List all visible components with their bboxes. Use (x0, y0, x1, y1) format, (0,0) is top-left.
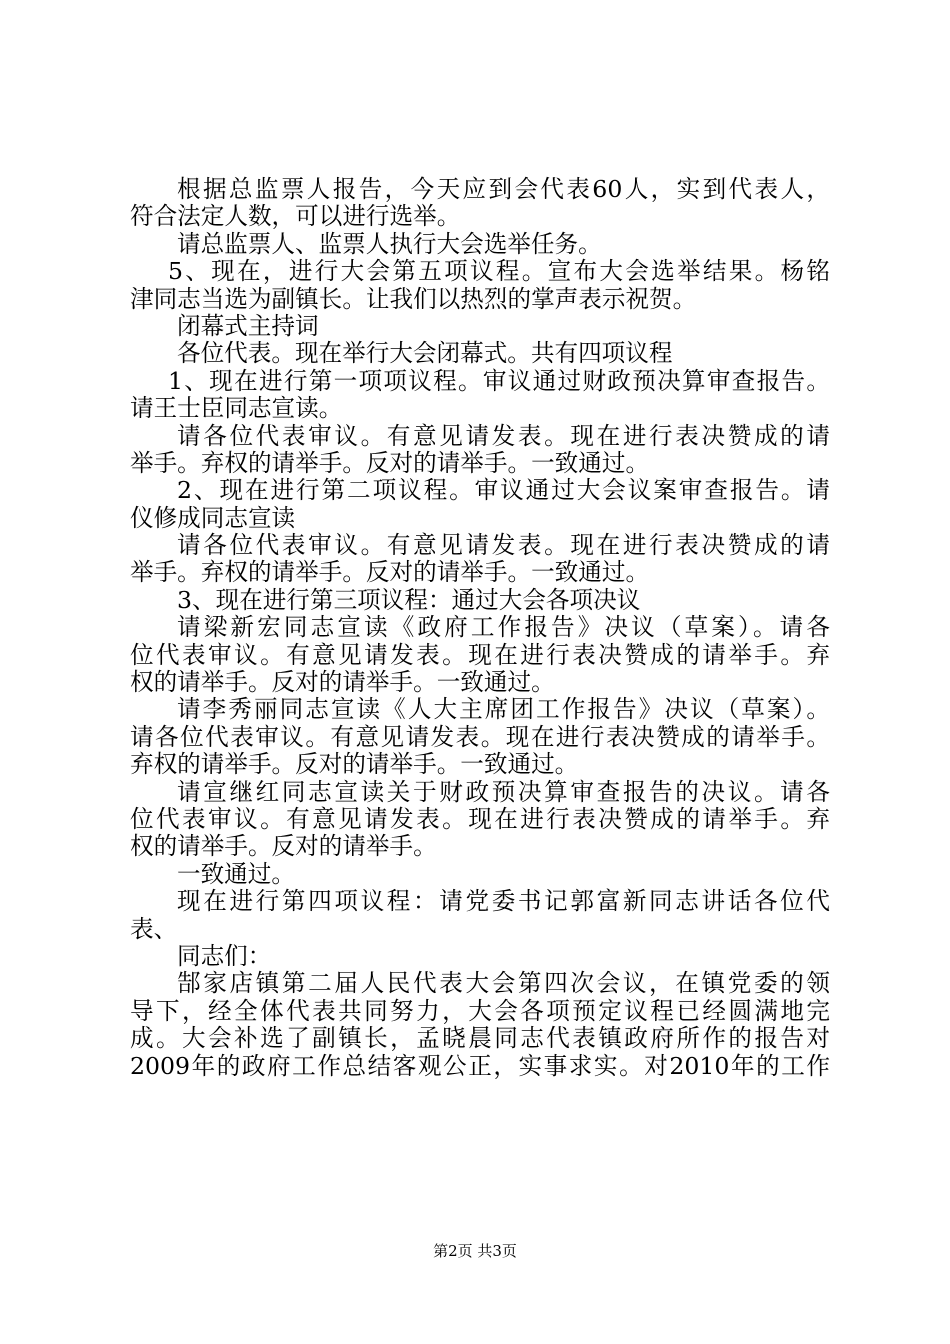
text-line: 请李秀丽同志宣读《人大主席团工作报告》决议（草案）。 (177, 695, 830, 724)
text-line: 1、现在进行第一项项议程。审议通过财政预决算审查报告。 (168, 366, 830, 395)
text-line: 5、现在，进行大会第五项议程。宣布大会选举结果。杨铭 (168, 257, 830, 286)
text-line: 根据总监票人报告，今天应到会代表60人，实到代表人， (177, 175, 830, 203)
text-line: 请各位代表审议。有意见请发表。现在进行表决赞成的请 (177, 421, 830, 450)
text-line: 弃权的请举手。反对的请举手。一致通过。 (130, 750, 579, 779)
text-line: 举手。弃权的请举手。反对的请举手。一致通过。 (130, 448, 650, 477)
text-line: 一致通过。 (177, 859, 295, 888)
text-line: 位代表审议。有意见请发表。现在进行表决赞成的请举手。弃 (130, 804, 830, 833)
text-line: 请各位代表审议。有意见请发表。现在进行表决赞成的请举手。 (130, 722, 830, 751)
text-line: 请各位代表审议。有意见请发表。现在进行表决赞成的请 (177, 531, 830, 560)
text-line: 权的请举手。反对的请举手。一致通过。 (130, 668, 555, 697)
text-line: 成。大会补选了副镇长，孟晓晨同志代表镇政府所作的报告对 (130, 1024, 830, 1053)
text-line: 津同志当选为副镇长。让我们以热烈的掌声表示祝贺。 (130, 284, 697, 313)
text-line: 符合法定人数，可以进行选举。 (130, 202, 461, 231)
text-line: 权的请举手。反对的请举手。 (130, 832, 437, 861)
text-line: 表、 (130, 914, 178, 943)
text-line: 位代表审议。有意见请发表。现在进行表决赞成的请举手。弃 (130, 640, 830, 669)
text-line: 请梁新宏同志宣读《政府工作报告》决议（草案）。请各 (177, 613, 830, 642)
section-heading: 闭幕式主持词 (177, 311, 319, 340)
text-line: 各位代表。现在举行大会闭幕式。共有四项议程 (177, 339, 673, 368)
text-line: 请王士臣同志宣读。 (130, 394, 343, 423)
text-line: 2009年的政府工作总结客观公正，实事求实。对2010年的工作 (130, 1051, 830, 1080)
text-line: 3、现在进行第三项议程：通过大会各项决议 (177, 585, 641, 614)
text-line: 2、现在进行第二项议程。审议通过大会议案审查报告。请 (177, 476, 830, 505)
text-line: 举手。弃权的请举手。反对的请举手。一致通过。 (130, 558, 650, 587)
document-body (130, 176, 830, 1080)
text-line: 仪修成同志宣读 (130, 503, 296, 532)
text-line: 导下，经全体代表共同努力，大会各项预定议程已经圆满地完 (130, 996, 830, 1025)
text-line: 请总监票人、监票人执行大会选举任务。 (177, 229, 602, 258)
text-line: 请宣继红同志宣读关于财政预决算审查报告的决议。请各 (177, 777, 830, 806)
salutation: 同志们： (177, 941, 272, 970)
text-line: 郜家店镇第二届人民代表大会第四次会议，在镇党委的领 (177, 969, 830, 998)
text-line: 现在进行第四项议程：请党委书记郭富新同志讲话各位代 (177, 887, 830, 916)
page-number-footer: 第2页 共3页 (433, 1242, 517, 1260)
